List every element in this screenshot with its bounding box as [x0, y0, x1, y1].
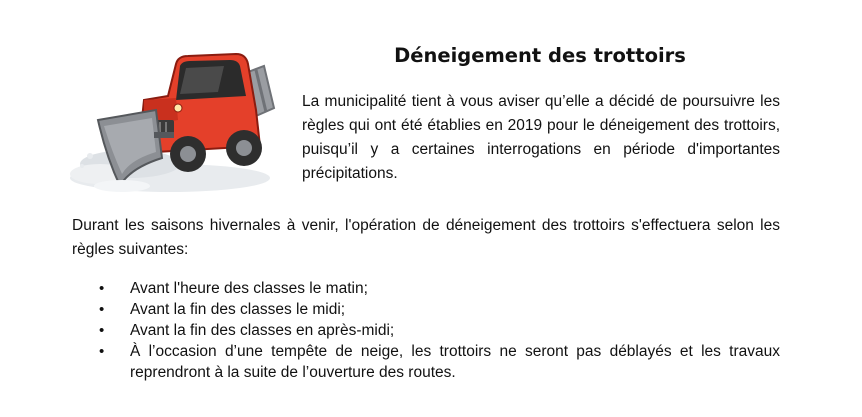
- snowplow-truck-icon: [60, 36, 292, 196]
- list-item: [72, 341, 780, 383]
- rules-list: [72, 278, 780, 383]
- list-item: [72, 320, 780, 341]
- bullet-icon: •: [99, 280, 105, 297]
- rule-text: Avant la fin des classes le midi;: [130, 301, 346, 318]
- rule-text: À l’occasion d’une tempête de neige, les trottoirs ne seront pas déblayés et les travaux reprendront à la suite de l’ouverture des routes.: [130, 343, 780, 381]
- rule-text: Avant l'heure des classes le matin;: [130, 280, 368, 297]
- list-item: [72, 299, 780, 320]
- rules-intro-paragraph: Durant les saisons hivernales à venir, l'opération de déneigement des trottoirs s'effectuera selon les règles suivantes:: [72, 217, 780, 258]
- bullet-icon: •: [99, 301, 105, 318]
- list-item: [72, 278, 780, 299]
- snowplow-illustration: [60, 36, 292, 196]
- rule-text: Avant la fin des classes en après-midi;: [130, 322, 395, 339]
- bullet-icon: •: [99, 322, 105, 339]
- notice-title: Déneigement des trottoirs: [394, 44, 686, 67]
- bullet-icon: •: [99, 343, 105, 360]
- intro-paragraph: La municipalité tient à vous aviser qu’elle a décidé de poursuivre les règles qui ont été établies en 2019 pour le déneigement des trottoirs, puisqu’il y a certaines interrogations en période d'importantes précipitations.: [302, 93, 780, 182]
